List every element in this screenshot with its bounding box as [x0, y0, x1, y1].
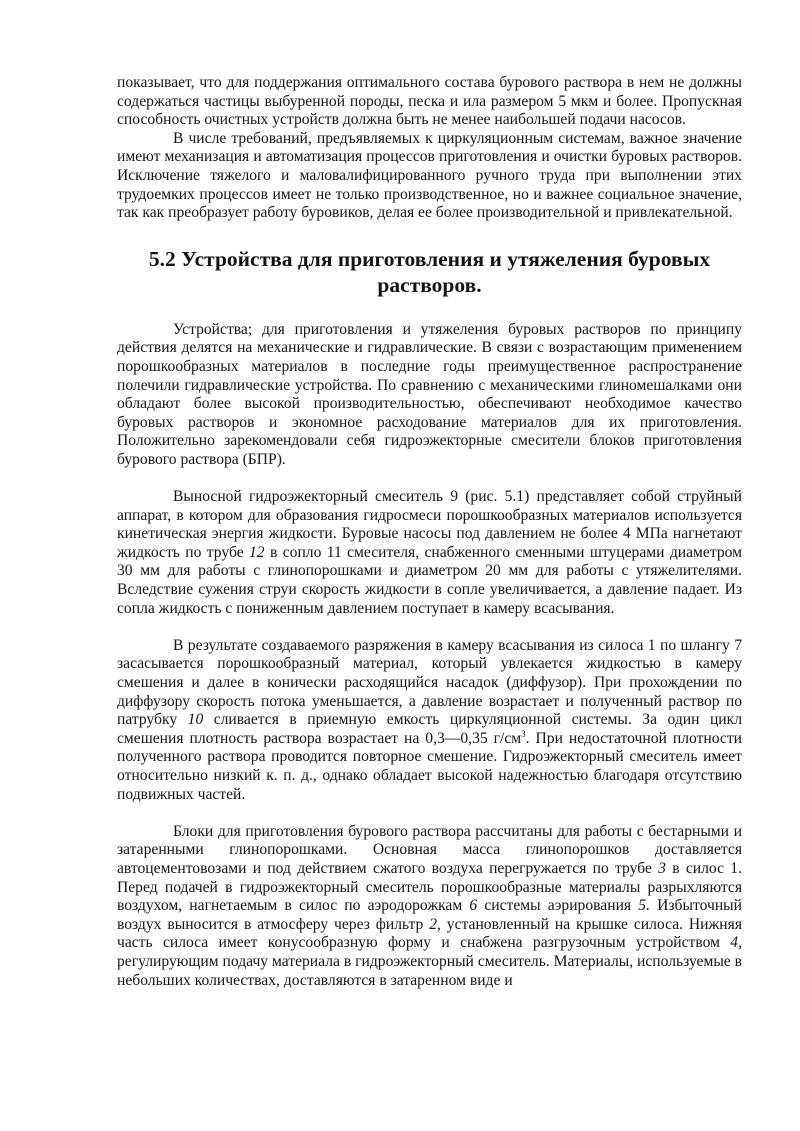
text-run: системы аэрирования: [477, 897, 639, 915]
text-run: Выносной гидроэжекторный смеситель 9 (рис. 5.1) представляет собой струйный аппарат, в котором для образования гидросмеси порошкообразных материалов используется кинетическая энергия жидкости. Буровые насосы под давлением не более 4 МПа нагнетают жидкость по трубе: [117, 488, 742, 561]
italic-ref-3: 3: [658, 859, 666, 877]
section-heading-line-1: 5.2 Устройства для приготовления и утяжеления буровых: [148, 246, 711, 271]
paragraph-devices-intro: Устройства; для приготовления и утяжеления буровых растворов по принципу действия делятся на механические и гидравлические. В связи с возрастающим применением порошкообразных материалов в последние годы преимущественное распространение полечили гидравлические устройства. По сравнению с механическими глиномешалками они обладают более высокой производительностью, обеспечивают необходимое качество буровых растворов и экономное расходование материалов для их приготовления. Положительно зарекомендовали себя гидроэжекторные смесители блоков приготовления бурового раствора (БПР).: [117, 320, 742, 468]
text-run: Блоки для приготовления бурового раствора рассчитаны для работы с бестарными и затаренными глинопорошками. Основная масса глинопорошков доставляется автоцементовозами и под действием сжатого воздуха перегружается по трубе: [117, 822, 742, 877]
text-run: в сопло 11 смесителя, снабженного сменными штуцерами диаметром 30 мм для работы с глинопорошками и диаметром 20 мм для работы с утяжелителями. Вследствие сужения струи скорость жидкости в сопле увеличивается, а давление падает. Из сопла жидкость с пониженным давлением поступает в камеру всасывания.: [117, 543, 742, 617]
paragraph-mud-blocks: [117, 823, 742, 990]
intro-paragraph-2: В числе требований, предъявляемых к циркуляционным системам, важное значение имеют механизация и автоматизация процессов приготовления и очистки буровых растворов. Исключение тяжелого и маловалифицированного ручного труда при выполнении этих трудоемких процессов имеет не только производственное, но и важнее социальное значение, так как преобразует работу буровиков, делая ее более производительной и привлекательной.: [117, 129, 742, 222]
italic-ref-4: 4,: [730, 934, 742, 952]
section-heading-line-2: растворов.: [377, 272, 482, 297]
text-run: . При недостаточной плотности полученного раствора проводится повторное смешение. Гидроэжекторный смеситель имеет относительно низкий к. п. д., однако обладает высокой надежностью благодаря отсутствию подвижных частей.: [117, 729, 742, 803]
document-page: [117, 74, 742, 990]
text-run: Избыточный воздух выносится в атмосферу через фильтр: [117, 897, 742, 933]
text-run: установленный на крышке силоса. Нижняя часть силоса имеет конусообразную форму и снабжена разгрузочным устройством: [117, 915, 742, 952]
intro-paragraph-1: показывает, что для поддержания оптимального состава бурового раствора в нем не должны содержаться частицы выбуренной породы, песка и ила размером 5 мкм и более. Пропускная способность очистных устройств должна быть не менее наибольшей подачи насосов.: [117, 74, 742, 129]
text-run: В результате создаваемого разряжения в камеру всасывания из силоса 1 по шлангу 7 засасывается порошкообразный материал, который увлекается жидкостью в камеру смешения и далее в конически расходящийся насадок (диффузор). При прохождении по диффузору скорость потока уменьшается, а давление возрастает и полученный раствор по патрубку: [117, 636, 742, 729]
italic-ref-2: 2,: [429, 915, 441, 933]
paragraph-ejector-mixer: [117, 488, 742, 618]
section-heading: [117, 246, 742, 298]
paragraph-suction-chamber: [117, 637, 742, 804]
italic-ref-5: 5.: [638, 897, 650, 915]
italic-ref-6: 6: [469, 897, 478, 915]
text-run: регулирующим подачу материала в гидроэжекторный смеситель. Материалы, используемые в небольших количествах, доставляются в затаренном виде и: [117, 952, 742, 989]
italic-ref-10: 10: [187, 711, 204, 729]
superscript-3: 3: [521, 728, 526, 739]
italic-ref-12: 12: [249, 543, 265, 561]
text-run: в силос 1. Перед подачей в гидроэжекторный смеситель порошкообразные материалы разрыхляются воздухом, нагнетаемым в силос по аэродорожкам: [117, 859, 742, 915]
text-run: сливается в приемную емкость циркуляционной системы. За один цикл смешения плотность раствора возрастает на 0,3—0,35 г/см: [117, 711, 742, 747]
